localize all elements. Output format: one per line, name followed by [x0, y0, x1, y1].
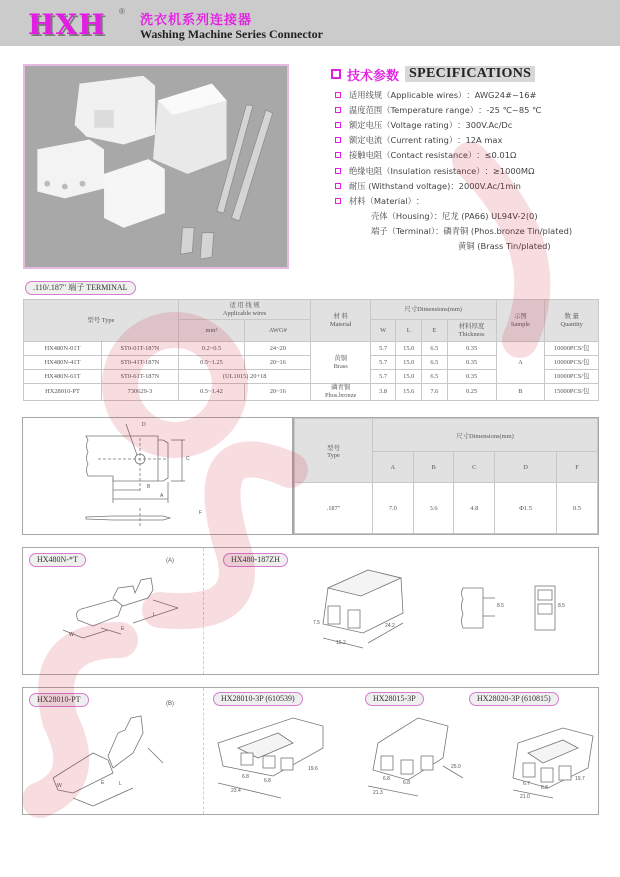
dim-length: 19.7 — [575, 776, 585, 782]
series-a-drawings — [23, 548, 600, 674]
dim-w: W — [69, 632, 74, 638]
dim-pitch-2: 6.8 — [541, 785, 548, 791]
dim-l: L — [119, 781, 122, 787]
header-dimensions: 尺寸Dimensions(mm) — [370, 300, 496, 320]
table-row: HX480N-01T ST0-01T-187N 0.2~0.5 24~20 黄铜 Brass 5.7 15.0 6.5 0.35 A 10000PCS/包 — [24, 342, 599, 356]
dim-l: L — [153, 612, 156, 618]
dim-label-a: A — [160, 493, 164, 499]
housing-label-hx28020-3p: HX28020-3P (610815) — [469, 692, 559, 706]
square-bullet-icon — [331, 69, 341, 79]
dim-pitch-2: 6.8 — [403, 780, 410, 786]
header-dimensions: 尺寸Dimensions(mm) — [373, 419, 598, 452]
table-row: HX28010-PT 730629-3 0.5~1.42 20~16 磷青铜 Phos.bronze 3.8 15.6 7.6 0.25 B 15000PCS/包 — [24, 384, 599, 401]
dim-pitch-2: 6.8 — [264, 778, 271, 784]
header-awg: AWG# — [245, 320, 311, 342]
spec-heading-en: SPECIFICATIONS — [405, 66, 535, 82]
dim-pitch-1: 8.5 — [497, 603, 504, 609]
spec-temperature-range: 温度范围（Temperature range） ：-25 ℃~85 ℃ — [331, 102, 616, 117]
square-bullet-icon — [335, 107, 341, 113]
group-marker-a: (A) — [166, 558, 174, 564]
registered-mark: ® — [119, 7, 125, 16]
table-row: HX480N-61T ST0-61T-187N (UL1015) 20+18 5.7 15.0 6.5 0.35 10000PCS/包 — [24, 370, 599, 384]
header-l: L — [396, 320, 422, 342]
header-applicable-wires: 适 用 线 规 Applicable wires — [178, 300, 311, 320]
tab-dimensions-table: 型号 Type 尺寸Dimensions(mm) A B C D F .187" 7.0 3.6 4.8 Φ1.5 0.5 — [294, 418, 598, 534]
sample-b: B — [496, 384, 545, 401]
spec-applicable-wires: 适用线规（Applicable wires） ：AWG24#~16# — [331, 87, 616, 102]
square-bullet-icon — [335, 198, 341, 204]
square-bullet-icon — [335, 152, 341, 158]
terminal-label-hx28010-pt: HX28010-PT — [29, 693, 89, 707]
dim-label-b: B — [147, 484, 151, 490]
header-mm2: mm² — [178, 320, 244, 342]
specifications-heading — [331, 64, 616, 84]
housing-label-hx28010-3p: HX28010-3P (610539) — [213, 692, 303, 706]
dim-length: 25.0 — [451, 764, 461, 770]
header-type: 型号 Type — [295, 419, 373, 483]
spec-material-terminal: 端子（Terminal）：磷青铜 (Phos.bronze Tin/plated) — [371, 226, 573, 237]
page-title-en: Washing Machine Series Connector — [140, 27, 323, 41]
group-marker-b: (B) — [166, 701, 174, 707]
dim-height: 7.5 — [313, 620, 320, 626]
header-thickness: 材料厚度 Thickness — [447, 320, 496, 342]
tab-dimensions-panel — [293, 417, 599, 535]
header-quantity: 数 量 Quantity — [545, 300, 599, 342]
dim-width: 21.3 — [373, 790, 383, 796]
terminal-label-hx480n: HX480N-*T — [29, 553, 86, 567]
dim-label-c: C — [186, 456, 190, 462]
header-sample: 示图 Sample — [496, 300, 545, 342]
terminal-section-label: .110/.187" 端子 TERMINAL — [25, 281, 136, 295]
series-a-panel — [22, 547, 599, 675]
housing-label-hx480-187zh: HX480-187ZH — [223, 553, 288, 567]
series-b-panel — [22, 687, 599, 815]
header-type: 型号 Type — [24, 300, 179, 342]
square-bullet-icon — [335, 137, 341, 143]
dim-w: W — [57, 783, 62, 789]
dim-width: 15.2 — [336, 640, 346, 646]
table-row: .187" 7.0 3.6 4.8 Φ1.5 0.5 — [295, 483, 598, 534]
dim-pitch-2: 8.5 — [558, 603, 565, 609]
brand-logo: HXH — [28, 8, 106, 41]
spec-contact-resistance: 接触电阻（Contact resistance） ：≤0.01Ω — [331, 148, 616, 163]
material-phos-bronze: 磷青铜 Phos.bronze — [311, 384, 370, 401]
spec-withstand-voltage: 耐压 (Withstand voltage) ：2000V.Ac/1min — [331, 178, 616, 193]
dim-length: 19.6 — [308, 766, 318, 772]
material-brass: 黄铜 Brass — [311, 342, 370, 384]
dim-length: 24.2 — [385, 623, 395, 629]
page-title-cn: 洗衣机系列连接器 — [140, 13, 253, 28]
dim-width: 23.4 — [231, 788, 241, 794]
square-bullet-icon — [335, 168, 341, 174]
page-header — [0, 0, 620, 46]
spec-insulation-resistance: 绝缘电阻（Insulation resistance） ：≥1000MΩ — [331, 163, 616, 178]
dim-pitch-1: 6.7 — [523, 781, 530, 787]
table-row: HX480N-41T ST0-41T-187N 0.5~1.25 20~16 5.7 15.0 6.5 0.35 10000PCS/包 — [24, 356, 599, 370]
header-e: E — [422, 320, 448, 342]
product-photo — [23, 64, 289, 269]
dim-e: E — [121, 626, 125, 632]
tab-technical-drawing — [23, 418, 294, 536]
dim-pitch-1: 6.8 — [242, 774, 249, 780]
header-material: 材 料 Material — [311, 300, 370, 342]
housing-label-hx28015-3p: HX28015-3P — [365, 692, 424, 706]
dim-e: E — [101, 780, 105, 786]
square-bullet-icon — [335, 122, 341, 128]
tab-drawing-panel — [22, 417, 293, 535]
spec-material-terminal-alt: 黄铜 (Brass Tin/plated) — [458, 241, 551, 252]
specifications-panel — [331, 64, 616, 254]
spec-voltage-rating: 额定电压（Voltage rating） ：300V.Ac/Dc — [331, 117, 616, 132]
dim-label-f: F — [199, 510, 203, 516]
spec-material-housing: 壳体（Housing）：尼龙 (PA66) UL94V-2(0) — [371, 211, 538, 222]
square-bullet-icon — [335, 92, 341, 98]
spec-current-rating: 额定电流（Current rating） ：12A max — [331, 133, 616, 148]
spec-heading-cn: 技术参数 — [347, 68, 400, 84]
dim-label-d: D — [142, 422, 146, 428]
square-bullet-icon — [335, 183, 341, 189]
header-w: W — [370, 320, 396, 342]
spec-material: 材料（Material） ： — [331, 193, 616, 208]
series-b-drawings — [23, 688, 600, 814]
terminal-table — [23, 299, 599, 401]
sample-a: A — [496, 342, 545, 384]
dim-pitch-1: 6.8 — [383, 776, 390, 782]
dim-width: 21.0 — [520, 794, 530, 800]
connector-photo-illustration — [25, 66, 287, 267]
